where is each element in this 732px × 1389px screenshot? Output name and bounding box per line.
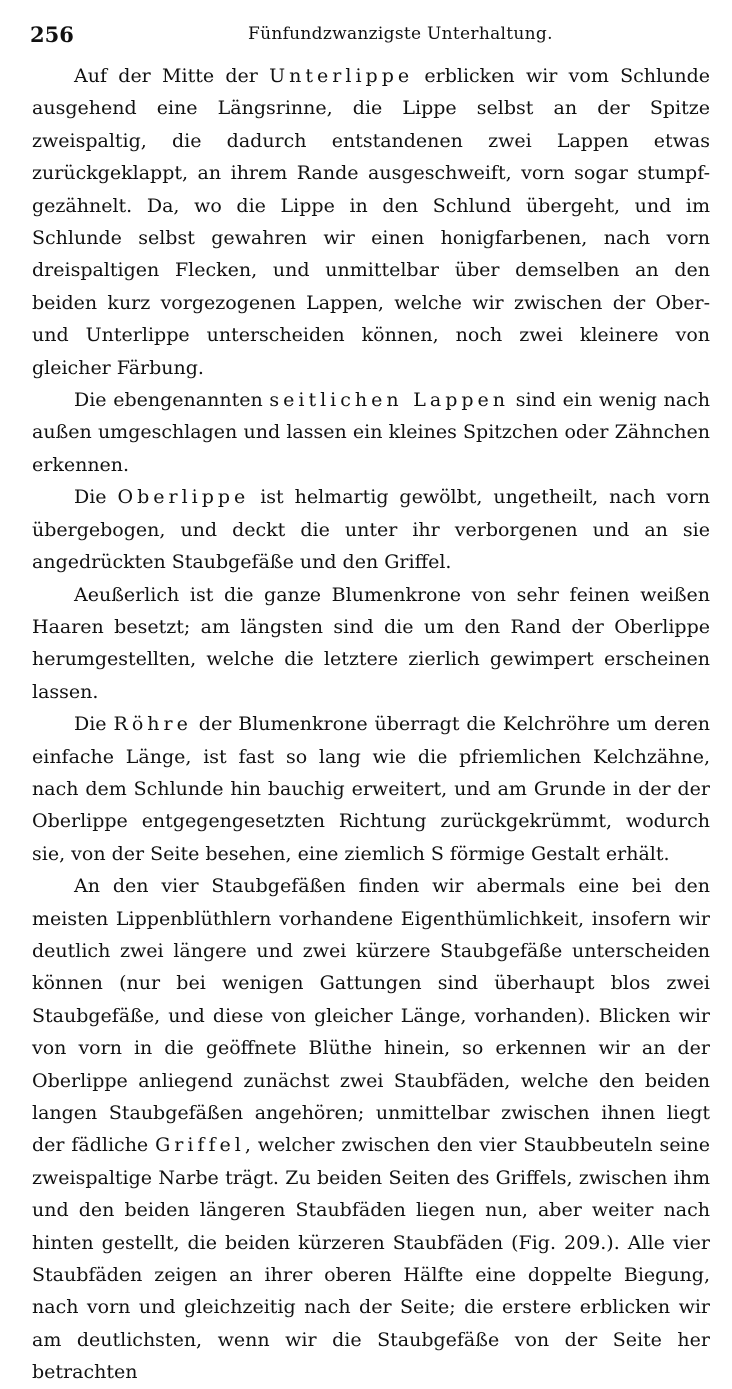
body-text bbox=[32, 60, 710, 1389]
emphasized-term: Oberlippe bbox=[117, 486, 250, 509]
emphasized-term: Griffel bbox=[155, 1134, 245, 1157]
paragraph-text: An den vier Staubgefäßen finden wir abermals eine bei den meisten Lippenblüthlern vorhandene Eigenthümlichkeit, insofern wir deutlich zwei längere und zwei kürzere Staubgefäße unterscheiden können (nur bei wenigen Gattungen sind überhaupt blos zwei Staubgefäße, und diese von gleicher Länge, vorhanden). Blicken wir von vorn in die geöffnete Blüthe hinein, so erkennen wir an der Oberlippe anliegend zunächst zwei Staubfäden, welche den beiden langen Staubgefäßen angehören; unmittelbar zwischen ihnen liegt der fädliche bbox=[32, 875, 710, 1157]
paragraph-text: Die bbox=[74, 486, 118, 509]
paragraph-text: , welcher zwischen den vier Staubbeuteln seine zweispaltige Narbe trägt. Zu beiden Seiten des Griffels, zwischen ihm und den beiden längeren Staubfäden liegen nun, aber weiter nach hinten gestellt, die beiden kürzeren Staubfäden (Fig. 209.). Alle vier Staubfäden zeigen an ihrer oberen Hälfte eine doppelte Biegung, nach vorn und gleichzeitig nach der Seite; die erstere erblicken wir am deutlichsten, wenn wir die Staubgefäße von der Seite her betrachten bbox=[32, 1134, 710, 1384]
paragraph-text: ist helmartig gewölbt, ungetheilt, nach vorn übergebogen, und deckt die unter ihr verborgenen und an sie angedrückten Staubgefäße und den Griffel. bbox=[32, 486, 711, 574]
paragraph-seitliche-lappen bbox=[32, 384, 710, 481]
page-number: 256 bbox=[30, 22, 74, 47]
running-title: Fünfundzwanzigste Unterhaltung. bbox=[248, 24, 553, 44]
paragraph-unterlippe bbox=[32, 60, 710, 384]
paragraph-oberlippe bbox=[32, 481, 710, 578]
emphasized-term: Röhre bbox=[113, 713, 192, 736]
paragraph-text: der Blumenkrone überragt die Kelchröhre um deren einfache Länge, ist fast so lang wie die pfriemlichen Kelchzähne, nach dem Schlunde hin bauchig erweitert, und am Grunde in der der Oberlippe entgegengesetzten Richtung zurückgekrümmt, wodurch sie, von der Seite besehen, eine ziemlich S förmige Gestalt erhält. bbox=[32, 713, 711, 865]
paragraph-text: erblicken wir vom Schlunde ausgehend eine Längsrinne, die Lippe selbst an der Spitze zweispaltig, die dadurch entstandenen zwei Lappen etwas zurückgeklappt, an ihrem Rande ausgeschweift, vorn sogar stumpf-gezähnelt. Da, wo die Lippe in den Schlund übergeht, und im Schlunde selbst gewahren wir einen honigfarbenen, nach vorn dreispaltigen Flecken, und unmittelbar über demselben an den beiden kurz vorgezogenen Lappen, welche wir zwischen der Ober- und Unterlippe unterscheiden können, noch zwei kleinere von gleicher Färbung. bbox=[32, 65, 710, 379]
paragraph-roehre bbox=[32, 708, 710, 870]
paragraph-staubgefaesse bbox=[32, 870, 710, 1389]
paragraph-text: Auf der Mitte der bbox=[74, 65, 270, 87]
page-header bbox=[30, 18, 712, 48]
paragraph-behaarung: Aeußerlich ist die ganze Blumenkrone von sehr feinen weißen Haaren besetzt; am längsten sind die um den Rand der Oberlippe herumgestellten, welche die letztere zierlich gewimpert erscheinen lassen. bbox=[32, 583, 710, 703]
paragraph-text: Die bbox=[74, 713, 114, 736]
emphasized-term: seitlichen Lappen bbox=[269, 389, 510, 412]
paragraph-text: Die ebengenannten bbox=[74, 389, 270, 412]
paragraph-text: sind ein wenig nach außen umgeschlagen und lassen ein kleines Spitzchen oder Zähnchen erkennen. bbox=[32, 389, 710, 476]
emphasized-term: Unterlippe bbox=[269, 65, 414, 87]
